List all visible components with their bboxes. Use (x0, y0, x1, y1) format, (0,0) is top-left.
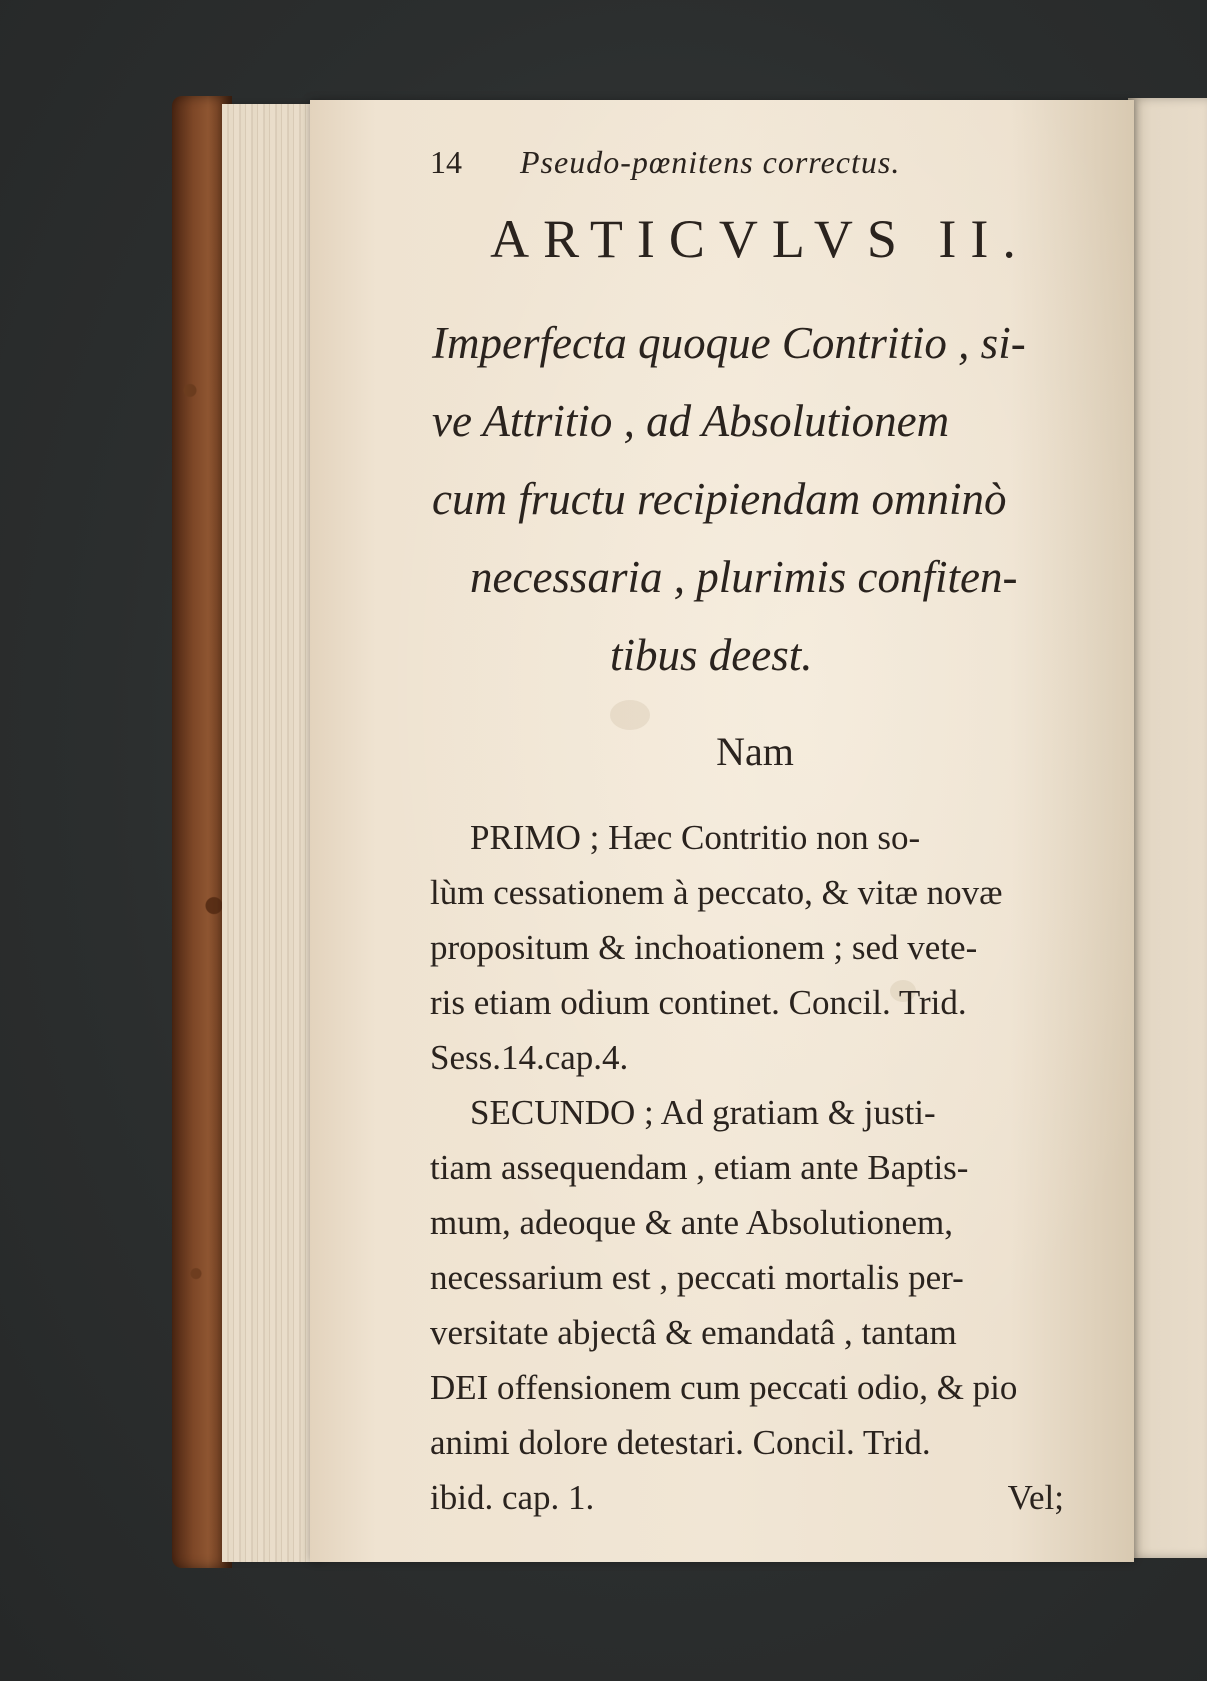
summary-line: Imperfecta quoque Contritio , si- (432, 318, 1026, 368)
summary-line: cum fructu recipiendam omninò (432, 474, 1007, 524)
page-number: 14 (430, 144, 462, 180)
paragraph-secundo (430, 1085, 1080, 1470)
summary-line: tibus deest. (610, 630, 813, 680)
text-line: versitate abjectâ & emandatâ , tantam (430, 1313, 957, 1352)
paragraph-primo (430, 810, 1080, 1085)
catchword: Vel; (1007, 1478, 1064, 1517)
summary-line: necessaria , plurimis confiten- (470, 552, 1018, 602)
citation-text: ibid. cap. 1. (430, 1478, 595, 1517)
text-line: SECUNDO ; Ad gratiam & justi- (470, 1093, 936, 1132)
facing-page-edge (1128, 98, 1207, 1558)
text-line: lùm cessationem à peccato, & vitæ novæ (430, 873, 1003, 912)
text-line: necessarium est , peccati mortalis per- (430, 1258, 964, 1297)
article-heading: ARTICVLVS II. (490, 209, 1030, 269)
text-line: Sess.14.cap.4. (430, 1038, 629, 1077)
article-summary (430, 304, 1080, 694)
summary-line: ve Attritio , ad Absolutionem (432, 396, 950, 446)
text-line: mum, adeoque & ante Absolutionem, (430, 1203, 953, 1242)
text-line: DEI offensionem cum peccati odio, & pio (430, 1368, 1018, 1407)
text-line: PRIMO ; Hæc Contritio non so- (470, 818, 921, 857)
text-line: ris etiam odium continet. Concil. Trid. (430, 983, 967, 1022)
running-head: Pseudo-pœnitens correctus. (520, 144, 901, 180)
text-line: propositum & inchoationem ; sed vete- (430, 928, 978, 967)
book-page (310, 100, 1134, 1562)
page-header (430, 144, 1080, 196)
text-line: tiam assequendam , etiam ante Baptis- (430, 1148, 969, 1187)
text-line: animi dolore detestari. Concil. Trid. (430, 1423, 931, 1462)
page-edges (222, 104, 322, 1562)
section-word-nam: Nam (716, 729, 794, 774)
final-line (430, 1470, 1080, 1525)
body-text (430, 810, 1080, 1525)
page-content (430, 144, 1080, 1525)
